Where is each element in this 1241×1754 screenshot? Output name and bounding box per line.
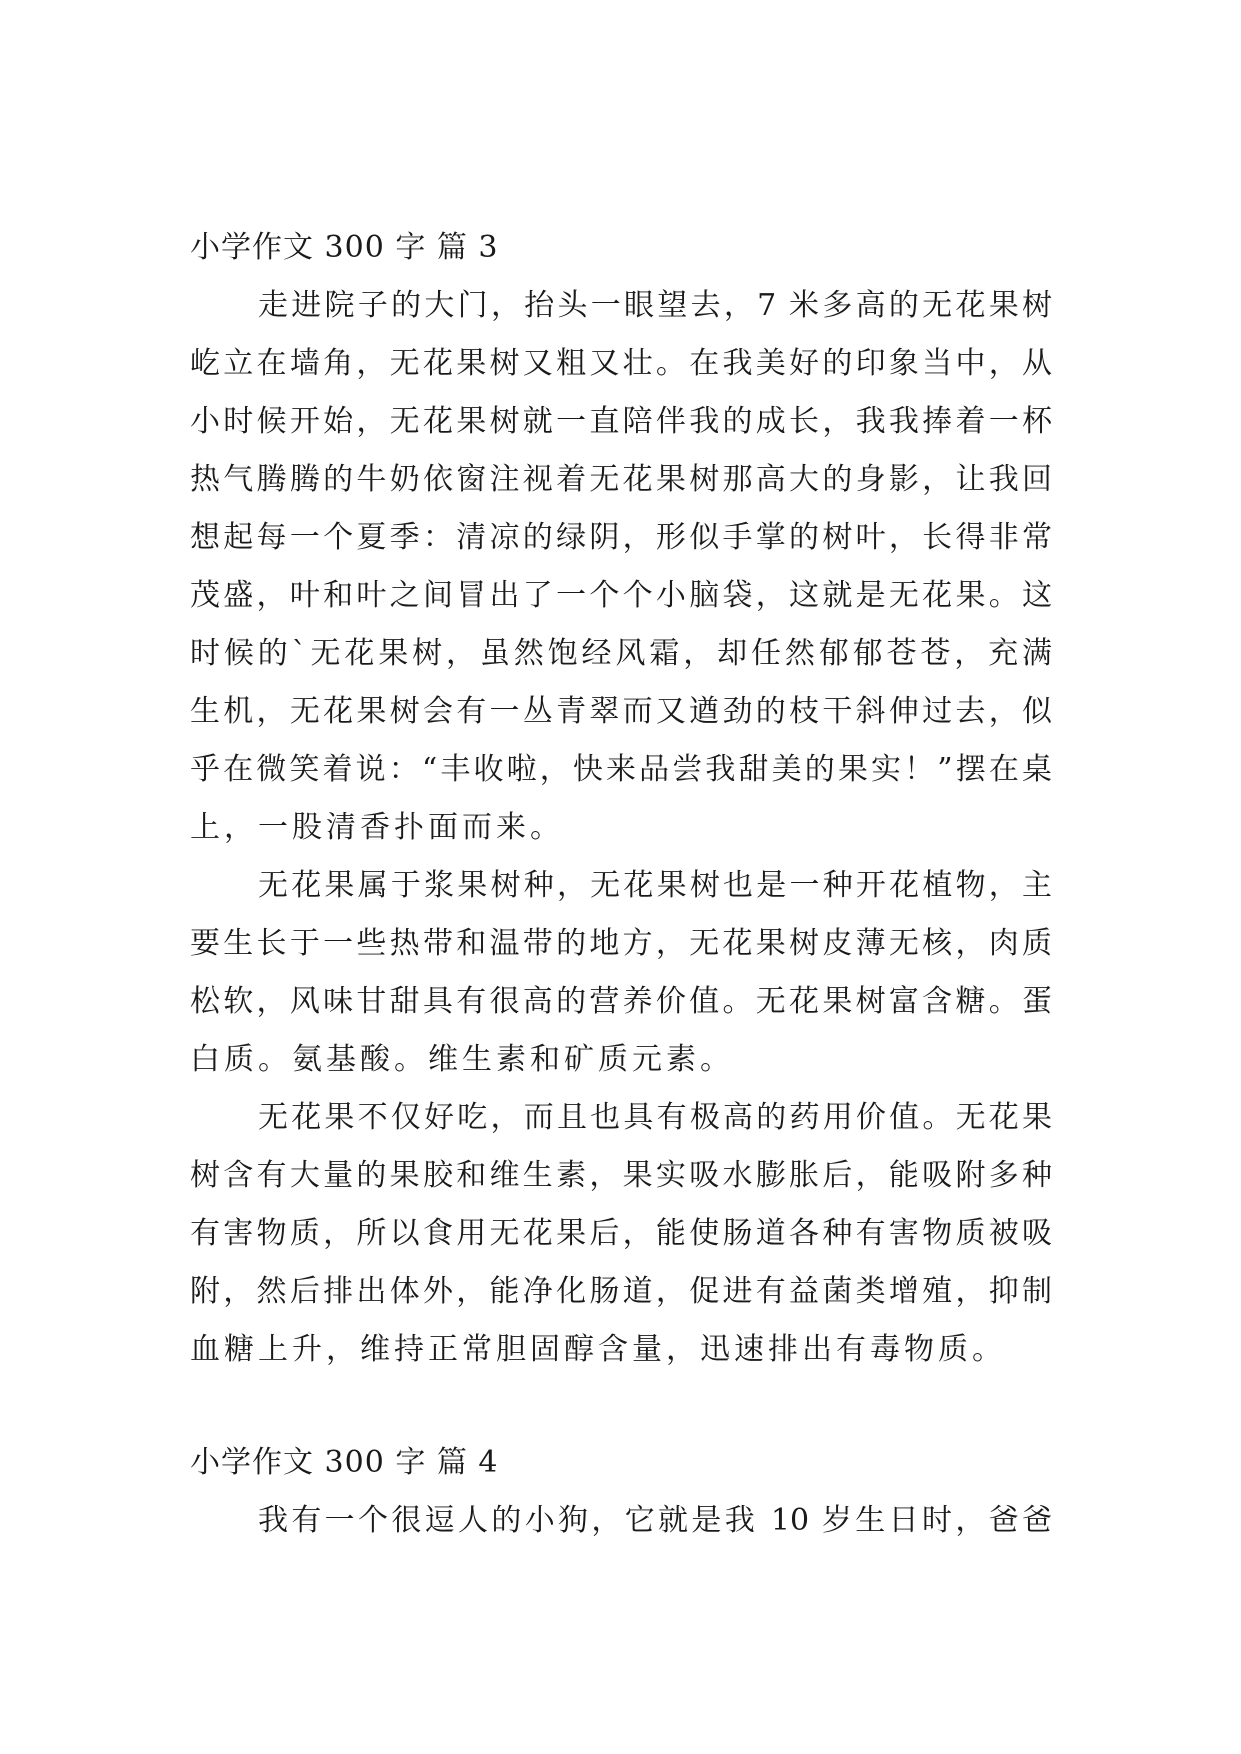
paragraph-line: 热气腾腾的牛奶依窗注视着无花果树那高大的身影，让我回 — [190, 462, 1052, 497]
paragraph-line: 有害物质，所以食用无花果后，能使肠道各种有害物质被吸 — [190, 1216, 1052, 1251]
section-heading: 小学作文 300 字 篇 3 — [190, 230, 499, 265]
paragraph-line: 时候的`无花果树，虽然饱经风霜，却任然郁郁苍苍，充满 — [190, 636, 1052, 671]
paragraph-line: 屹立在墙角，无花果树又粗又壮。在我美好的印象当中，从 — [190, 346, 1052, 381]
paragraph-line: 茂盛，叶和叶之间冒出了一个个小脑袋，这就是无花果。这 — [190, 578, 1052, 613]
paragraph-line: 无花果属于浆果树种，无花果树也是一种开花植物，主 — [258, 868, 1052, 903]
paragraph-line: 血糖上升，维持正常胆固醇含量，迅速排出有毒物质。 — [190, 1332, 1006, 1367]
paragraph-line: 生机，无花果树会有一丛青翠而又遒劲的枝干斜伸过去，似 — [190, 694, 1052, 729]
paragraph-line: 乎在微笑着说：“丰收啦，快来品尝我甜美的果实！”摆在桌 — [190, 752, 1052, 787]
paragraph-line: 松软，风味甘甜具有很高的营养价值。无花果树富含糖。蛋 — [190, 984, 1052, 1019]
paragraph-line: 白质。氨基酸。维生素和矿质元素。 — [190, 1042, 734, 1077]
paragraph-line: 想起每一个夏季：清凉的绿阴，形似手掌的树叶，长得非常 — [190, 520, 1052, 555]
paragraph-line: 我有一个很逗人的小狗，它就是我 10 岁生日时，爸爸 — [258, 1503, 1052, 1538]
paragraph-line: 小时候开始，无花果树就一直陪伴我的成长，我我捧着一杯 — [190, 404, 1052, 439]
paragraph-line: 走进院子的大门，抬头一眼望去，7 米多高的无花果树 — [258, 288, 1052, 323]
paragraph-line: 附，然后排出体外，能净化肠道，促进有益菌类增殖，抑制 — [190, 1274, 1052, 1309]
paragraph-line: 要生长于一些热带和温带的地方，无花果树皮薄无核，肉质 — [190, 926, 1052, 961]
paragraph-line: 树含有大量的果胶和维生素，果实吸水膨胀后，能吸附多种 — [190, 1158, 1052, 1193]
section-heading: 小学作文 300 字 篇 4 — [190, 1445, 499, 1480]
paragraph-line: 上，一股清香扑面而来。 — [190, 810, 564, 845]
paragraph-line: 无花果不仅好吃，而且也具有极高的药用价值。无花果 — [258, 1100, 1052, 1135]
